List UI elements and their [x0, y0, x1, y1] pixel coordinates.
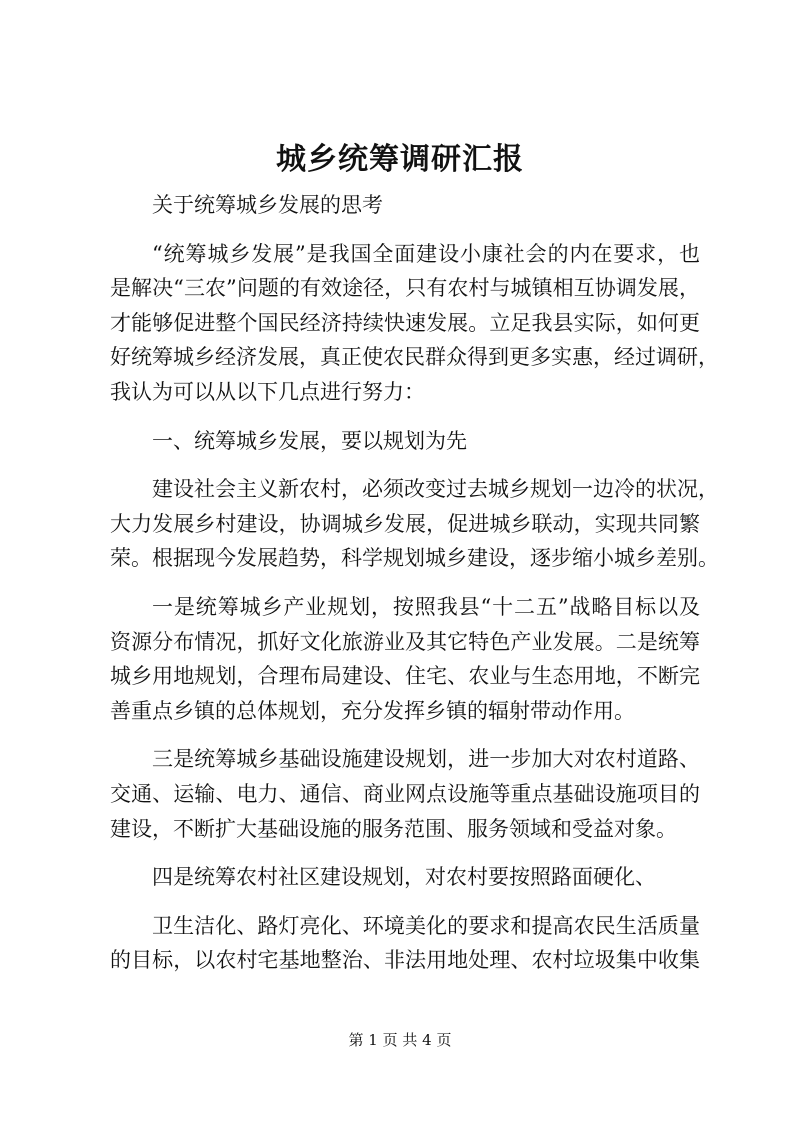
page-number-footer: 第 1 页 共 4 页	[348, 1031, 452, 1049]
paragraph-line: 的目标，以农村宅基地整治、非法用地处理、农村垃圾集中收集	[110, 948, 700, 973]
paragraph-line: 荣。根据现今发展趋势，科学规划城乡建设，逐步缩小城乡差别。	[110, 546, 719, 571]
paragraph-line: 资源分布情况，抓好文化旅游业及其它特色产业发展。二是统筹	[110, 629, 700, 654]
paragraph-line: 建设社会主义新农村，必须改变过去城乡规划一边冷的状况，	[152, 477, 719, 502]
paragraph-line: 一是统筹城乡产业规划，按照我县“十二五”战略目标以及	[152, 594, 700, 619]
paragraph-line: 三是统筹城乡基础设施建设规划，进一步加大对农村道路、	[152, 747, 700, 772]
document-title: 城乡统筹调研汇报	[276, 142, 524, 177]
subtitle-line: 关于统筹城乡发展的思考	[152, 193, 383, 217]
paragraph-line: 交通、运输、电力、通信、商业网点设施等重点基础设施项目的	[110, 781, 700, 806]
document-body	[110, 188, 719, 978]
paragraph-line: 四是统筹农村社区建设规划，对农村要按照路面硬化、	[152, 865, 656, 890]
paragraph-line: “统筹城乡发展”是我国全面建设小康社会的内在要求，也	[152, 241, 700, 266]
paragraph-line: 建设，不断扩大基础设施的服务范围、服务领域和受益对象。	[110, 816, 677, 841]
paragraph-line: 是解决“三农”问题的有效途径，只有农村与城镇相互协调发展，	[110, 276, 700, 301]
paragraph-line: 我认为可以从以下几点进行努力：	[110, 379, 425, 404]
paragraph-line: 好统筹城乡经济发展，真正使农民群众得到更多实惠，经过调研，	[110, 345, 719, 370]
paragraph-line: 善重点乡镇的总体规划，充分发挥乡镇的辐射带动作用。	[110, 698, 635, 723]
section-heading: 一、统筹城乡发展，要以规划为先	[152, 428, 467, 453]
paragraph-line: 卫生洁化、路灯亮化、环境美化的要求和提高农民生活质量	[152, 913, 700, 938]
paragraph-line: 城乡用地规划，合理布局建设、住宅、农业与生态用地，不断完	[110, 664, 700, 689]
paragraph-line: 大力发展乡村建设，协调城乡发展，促进城乡联动，实现共同繁	[110, 511, 700, 536]
paragraph-line: 才能够促进整个国民经济持续快速发展。立足我县实际，如何更	[110, 310, 700, 335]
